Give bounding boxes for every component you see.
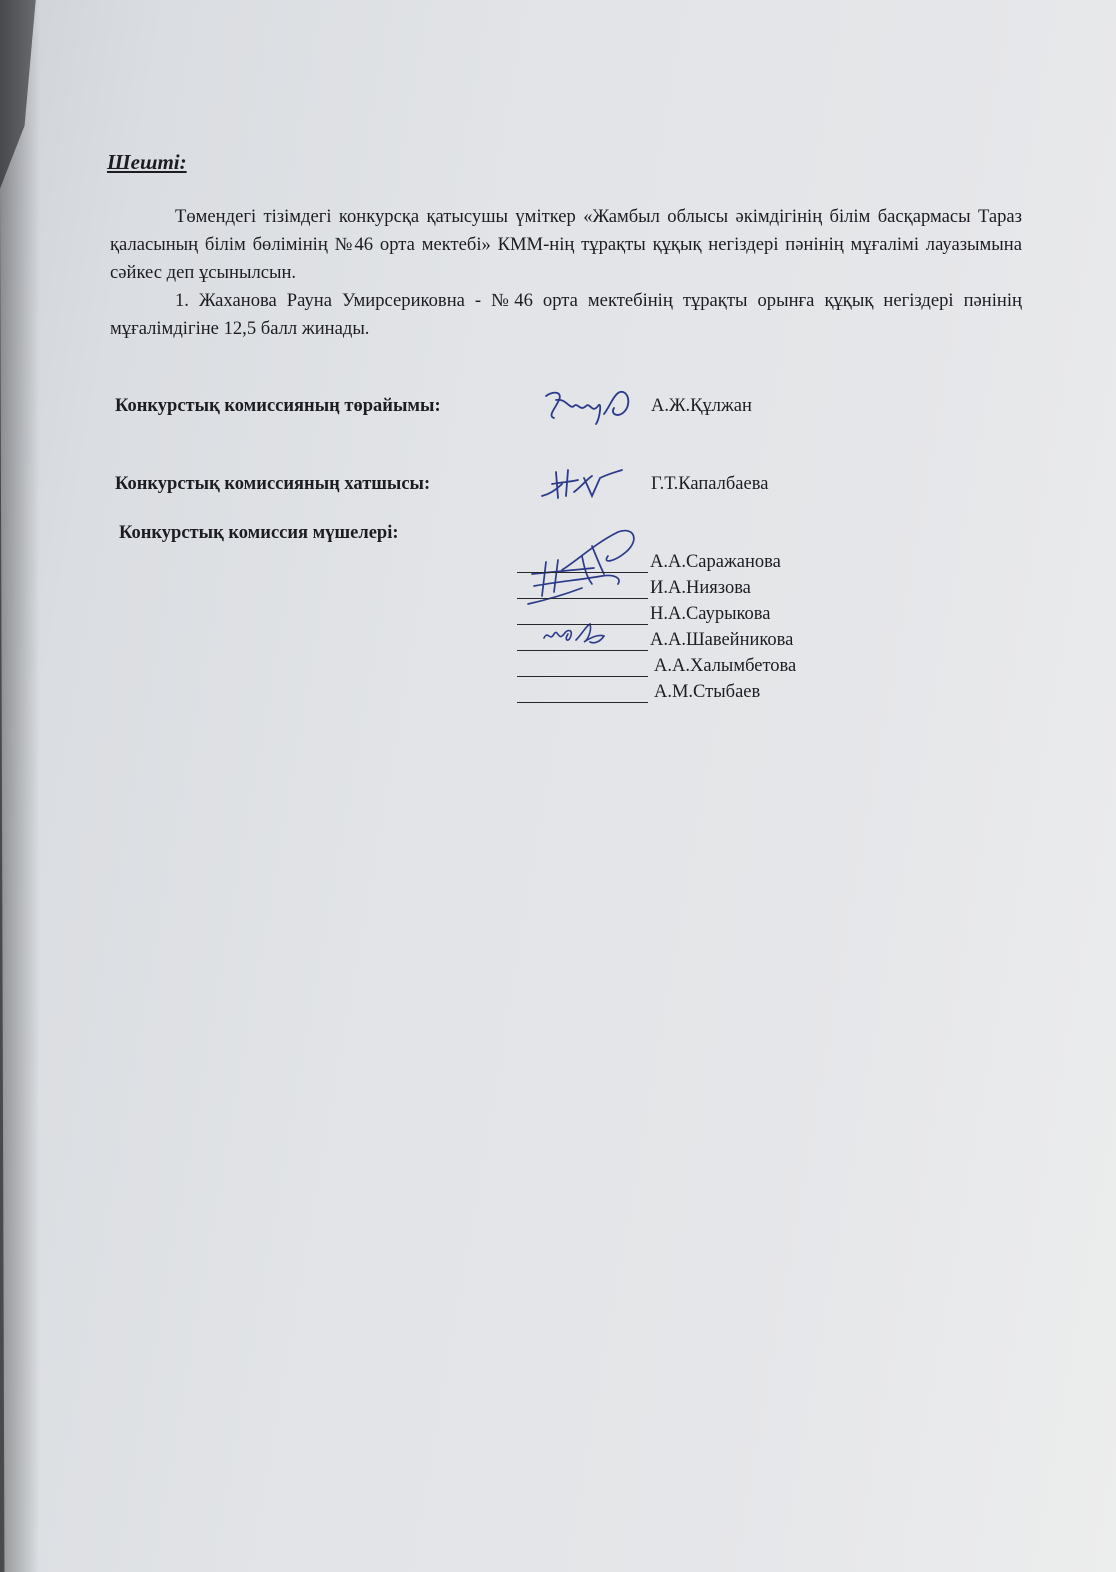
member-name: А.А.Халымбетова: [654, 656, 797, 676]
secretary-role-label: Конкурстық комиссияның хатшысы:: [115, 474, 431, 494]
members-role-label: Конкурстық комиссия мүшелері:: [119, 523, 399, 543]
decision-paragraph: Төмендегі тізімдегі конкурсқа қатысушы үміткер «Жамбыл облысы әкімдігінің білім басқармасы Тараз қаласының білім бөлімінің №46 орта мектебі» КММ-нің тұрақты құқық негіздері пәнінің мұғалімі лауазымына сәйкес деп ұсынылсын.: [110, 206, 1022, 283]
member-name: А.М.Стыбаев: [654, 682, 761, 702]
member-name: И.А.Ниязова: [650, 578, 751, 598]
signature-line: [517, 630, 648, 651]
candidate-paragraph: 1. Жаханова Рауна Умирсериковна - №46 орта мектебінің тұрақты орынға құқық негіздері пәнінің мұғалімдігіне 12,5 балл жинады.: [110, 290, 1022, 339]
member-name: А.А.Шавейникова: [650, 630, 794, 650]
document-title: Шешті:: [107, 150, 187, 174]
member-row: [517, 677, 760, 703]
signature-line: [517, 604, 648, 625]
member-row: [517, 599, 771, 625]
member-name: Н.А.Саурыкова: [650, 604, 771, 624]
member-row: [517, 625, 793, 651]
member-row: [517, 651, 796, 677]
chair-name: А.Ж.Құлжан: [651, 396, 752, 416]
member-name: А.А.Саражанова: [650, 552, 781, 572]
signature-line: [517, 552, 648, 573]
member-row: [517, 573, 751, 599]
signature-line: [517, 656, 648, 677]
signature-line: [517, 578, 648, 599]
chair-role-label: Конкурстық комиссияның төрайымы:: [115, 396, 441, 416]
secretary-signature: [538, 466, 624, 504]
secretary-name: Г.Т.Капалбаева: [651, 474, 769, 494]
member-row: [517, 547, 781, 573]
signature-line: [517, 682, 648, 703]
chair-signature: [540, 384, 636, 428]
